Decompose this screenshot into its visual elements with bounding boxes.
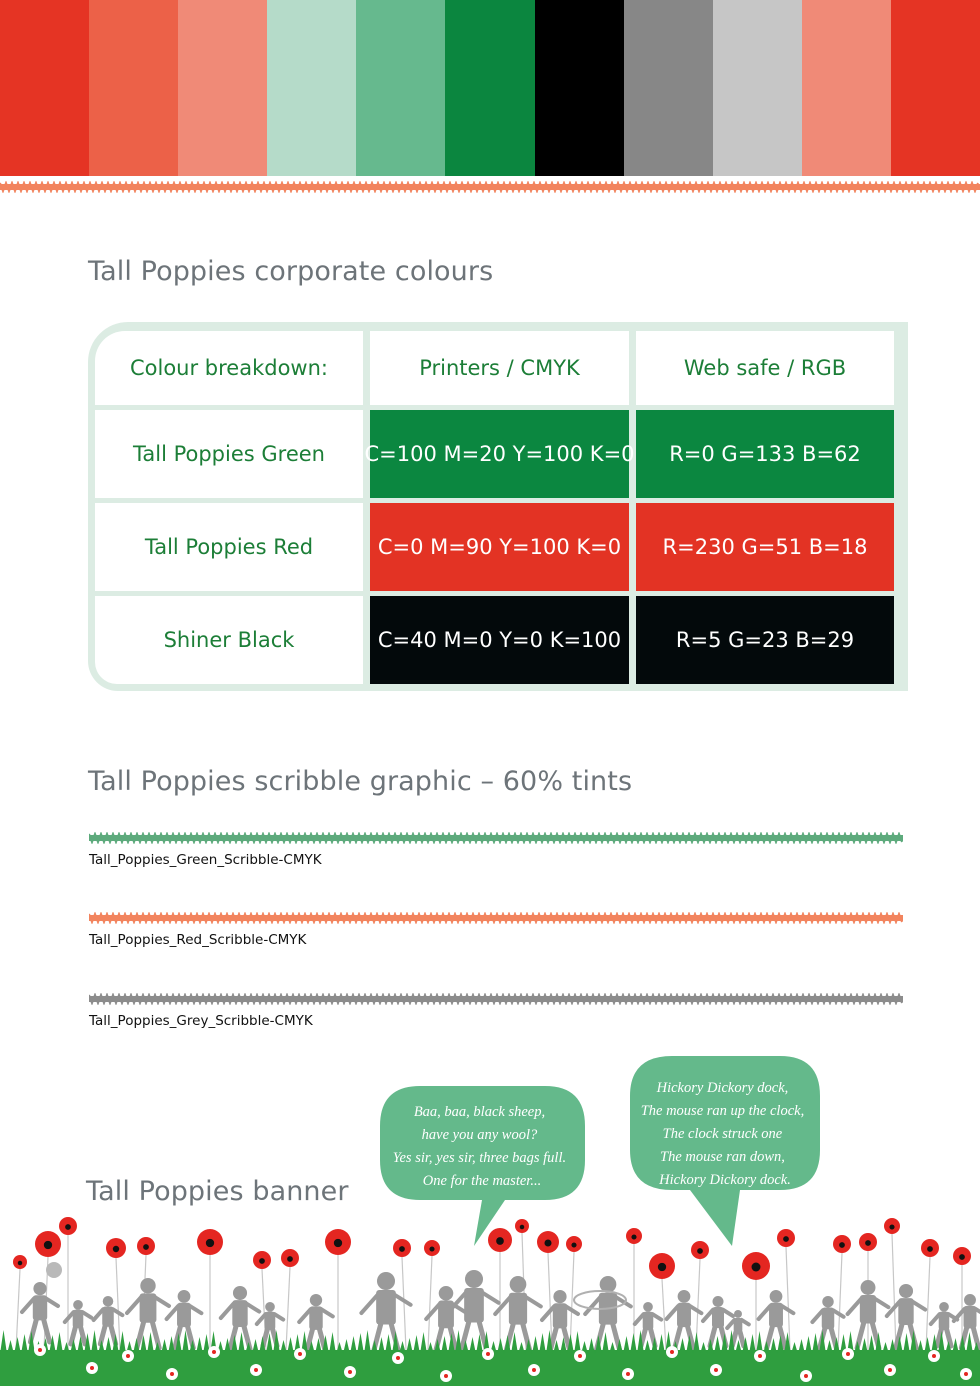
poppy-icon [537,1231,559,1253]
row-rgb-black: R=5 G=23 B=29 [636,596,894,684]
daisy-icon [344,1366,356,1378]
scribble-graphic-title: Tall Poppies scribble graphic – 60% tints [88,766,633,797]
child-silhouette [635,1302,661,1346]
speech-bubble-left [380,1086,585,1246]
swatch-8 [713,0,802,176]
poppy-stem [16,1269,20,1350]
daisy-icon [754,1350,766,1362]
poppy-icon [515,1219,529,1233]
poppy-icon [281,1249,299,1267]
poppy-icon [691,1241,709,1259]
swatch-1 [89,0,178,176]
poppy-icon [884,1218,900,1234]
daisy-icon [884,1364,896,1376]
poppy-icon [106,1238,126,1258]
daisy-icon [86,1362,98,1374]
bubble-left-text: Baa, baa, black sheep, have you any wool? Yes sir, yes sir, three bags full. One for the master... [392,1104,567,1189]
row-cmyk-red: C=0 M=90 Y=100 K=0 [370,503,629,591]
daisy-icon [208,1346,220,1358]
poppy-stem [286,1267,290,1350]
ball-icon [46,1262,62,1278]
poppy-icon [777,1229,795,1247]
poppy-icon [649,1253,675,1279]
child-silhouette [22,1282,58,1342]
poppy-icon [859,1233,877,1251]
green-scribble-label: Tall_Poppies_Green_Scribble-CMYK [89,852,322,868]
row-rgb-red: R=230 G=51 B=18 [636,503,894,591]
poppy-icon [742,1252,770,1280]
poppy-stem [116,1258,120,1350]
corporate-colours-title: Tall Poppies corporate colours [88,256,494,287]
poppy-icon [424,1240,440,1256]
poppy-icon [59,1217,77,1235]
daisy-icon [528,1364,540,1376]
poppy-icon [137,1237,155,1255]
swatch-0 [0,0,89,176]
header-web-safe-rgb: Web safe / RGB [636,331,894,405]
daisy-icon [166,1368,178,1380]
poppy-icon [325,1229,351,1255]
daisy-icon [392,1352,404,1364]
header-colour-breakdown: Colour breakdown: [95,331,363,405]
child-silhouette [221,1286,259,1350]
poppy-icon [566,1236,582,1252]
row-cmyk-green: C=100 M=20 Y=100 K=0 [370,410,629,498]
grey-scribble [89,993,903,1005]
swatch-2 [178,0,267,176]
daisy-icon [622,1368,634,1380]
poppy-icon [13,1255,27,1269]
poppy-flowers [13,1217,971,1280]
daisy-icon [250,1364,262,1376]
red-scribble [89,912,903,924]
swatch-4 [356,0,445,176]
poppy-icon [953,1247,971,1265]
poppy-stems [16,1233,962,1350]
daisy-icon [710,1364,722,1376]
poppy-stem [926,1257,930,1350]
grey-scribble-label: Tall_Poppies_Grey_Scribble-CMYK [89,1013,313,1029]
daisy-icon [666,1346,678,1358]
poppy-icon [35,1231,61,1257]
header-printers-cmyk: Printers / CMYK [370,331,629,405]
child-silhouette [449,1270,498,1352]
top-scribble-divider [0,181,980,193]
red-scribble-label: Tall_Poppies_Red_Scribble-CMYK [89,932,307,948]
swatch-7 [624,0,713,176]
daisy-icon [842,1348,854,1360]
poppy-icon [921,1239,939,1257]
daisy-icon [294,1348,306,1360]
swatch-9 [802,0,891,176]
row-name-black: Shiner Black [95,596,363,684]
poppy-icon [626,1228,642,1244]
poppy-icon [253,1251,271,1269]
swatch-3 [267,0,356,176]
daisy-icon [440,1370,452,1382]
poppy-banner-illustration [0,1050,980,1386]
row-name-green: Tall Poppies Green [95,410,363,498]
swatch-10 [891,0,980,176]
daisy-icon [960,1368,972,1380]
banner-title: Tall Poppies banner [86,1176,349,1207]
bubble-right-text: Hickory Dickory dock, The mouse ran up the clock, The clock struck one The mouse ran down, Hickory Dickory dock. [640,1080,805,1188]
swatch-5 [445,0,534,176]
child-silhouette [127,1278,169,1348]
speech-bubble-right [630,1056,820,1246]
row-name-red: Tall Poppies Red [95,503,363,591]
swatch-6 [535,0,624,176]
green-scribble [89,832,903,844]
colour-swatch-strip [0,0,980,176]
daisy-icon [574,1350,586,1362]
daisy-icon [928,1350,940,1362]
daisy-icon [34,1344,46,1356]
poppy-icon [488,1228,512,1252]
poppy-stem [838,1253,842,1350]
child-silhouette [495,1276,541,1352]
daisy-icon [800,1370,812,1382]
poppy-stem [428,1256,432,1350]
daisy-icon [122,1350,134,1362]
poppy-stem [662,1279,666,1350]
poppy-icon [393,1239,411,1257]
child-silhouette [703,1296,733,1346]
daisy-icon [482,1348,494,1360]
poppy-icon [197,1229,223,1255]
poppy-icon [833,1235,851,1253]
poppy-stem [786,1247,790,1350]
row-rgb-green: R=0 G=133 B=62 [636,410,894,498]
colour-breakdown-table [88,322,908,691]
row-cmyk-black: C=40 M=0 Y=0 K=100 [370,596,629,684]
poppy-stem [892,1234,896,1350]
